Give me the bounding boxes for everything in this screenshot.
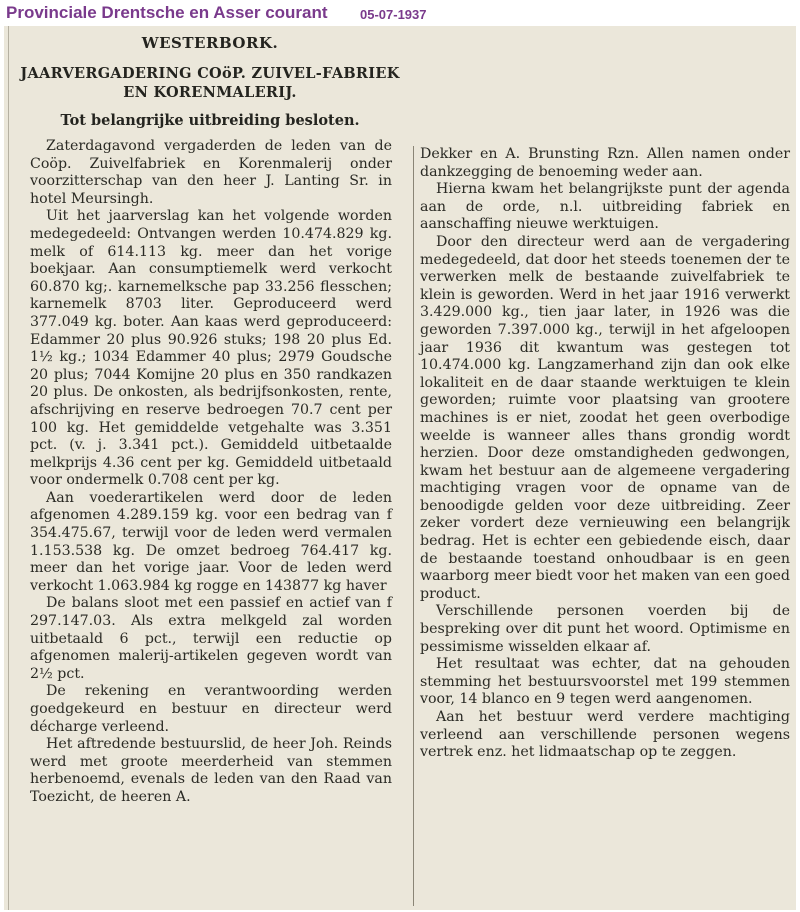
paragraph: Uit het jaarverslag kan het volgende worden medegedeeld: Ontvangen werden 10.474.829 kg. melk of 614.113 kg. meer dan het vorige boekjaar. Aan consumptiemelk werd verkocht 60.870 kg;. karnemelksche pap 33.256 flesschen; karnemelk 8703 liter. Geproduceerd werd 377.049 kg. boter. Aan kaas werd geproduceerd: Edammer 20 plus 90.926 stuks; 198 20 plus Ed. 1½ kg.; 1034 Edammer 40 plus; 2979 Goudsche 20 plus; 7044 Komijne 20 plus en 350 randkazen 20 plus. De onkosten, als bedrijfsonkosten, rente, afschrijving en reserve bedroegen 70.7 cent per 100 kg. Het gemiddelde vetgehalte was 3.351 pct. (v. j. 3.341 pct.). Gemiddeld uitbetaalde melkprijs 4.36 cent per kg. Gemiddeld uitbetaald voor ondermelk 0.708 cent per kg. <box>30 208 392 489</box>
paragraph: Aan voederartikelen werd door de leden afgenomen 4.289.159 kg. voor een bedrag van f 354.475.67, terwijl voor de leden werd vermalen 1.153.538 kg. De omzet bedroeg 764.417 kg. meer dan het vorige jaar. Voor de leden werd verkocht 1.063.984 kg rogge en 143877 kg haver <box>30 489 392 594</box>
article-column-right <box>420 146 790 762</box>
article-subheadline: Tot belangrijke uitbreiding besloten. <box>60 112 360 129</box>
newspaper-title: Provinciale Drentsche en Asser courant <box>6 3 328 22</box>
paragraph: De balans sloot met een passief en actief van f 297.147.03. Als extra melkgeld zal worden uitbetaald 6 pct., terwijl een reductie op afgenomen malerij-artikelen gegeven wordt van 2½ pct. <box>30 595 392 682</box>
paragraph: De rekening en verantwoording werden goedgekeurd en bestuur en directeur werd décharge verleend. <box>30 683 392 735</box>
paragraph: Zaterdagavond vergaderden de leden van de Coöp. Zuivelfabriek en Korenmalerij onder voorzitterschap van den heer J. Lanting Sr. in hotel Meursingh. <box>30 138 392 207</box>
article-headline: JAARVERGADERING COöP. ZUIVEL-FABRIEK EN KORENMALERIJ. <box>20 65 400 101</box>
paragraph: Dekker en A. Brunsting Rzn. Allen namen onder dankzegging de benoeming weder aan. <box>420 146 790 180</box>
paragraph: Aan het bestuur werd verdere machtiging verleend aan verschillende personen wegens vertrek enz. het lidmaatschap op te zeggen. <box>420 709 790 761</box>
paragraph: Hierna kwam het belangrijkste punt der agenda aan de orde, n.l. uitbreiding fabriek en aanschaffing nieuwe werktuigen. <box>420 181 790 233</box>
page-header <box>0 0 800 26</box>
paragraph: Het aftredende bestuurslid, de heer Joh. Reinds werd met groote meerderheid van stemmen herbenoemd, evenals de leden van den Raad van Toezicht, de heeren A. <box>30 736 392 805</box>
clipping-edge <box>8 26 9 910</box>
newspaper-clipping <box>4 26 796 910</box>
article-column-left <box>30 138 392 807</box>
paragraph: Het resultaat was echter, dat na gehouden stemming het bestuursvoorstel met 199 stemmen voor, 14 blanco en 9 tegen werd aangenomen. <box>420 656 790 708</box>
publication-date: 05-07-1937 <box>360 7 427 22</box>
column-divider <box>413 146 414 906</box>
article-location: WESTERBORK. <box>141 34 279 52</box>
paragraph: Verschillende personen voerden bij de bespreking over dit punt het woord. Optimisme en pessimisme wisselden elkaar af. <box>420 603 790 655</box>
paragraph: Door den directeur werd aan de vergadering medegedeeld, dat door het steeds toenemen der te verwerken melk de bestaande zuivelfabriek te klein is geworden. Werd in het jaar 1916 verwerkt 3.429.000 kg., tien jaar later, in 1926 was die geworden 7.397.000 kg., terwijl in het afgeloopen jaar 1936 dit kwantum was gestegen tot 10.474.000 kg. Langzamerhand zijn dan ook elke lokaliteit en de daar staande werktuigen te klein geworden; ruimte voor plaatsing van grootere machines is er niet, zoodat het geen overbodige weelde is wanneer alles thans grondig wordt herzien. Door deze omstandigheden gedwongen, kwam het bestuur aan de algemeene vergadering machtiging vragen voor de opname van de benoodigde gelden voor deze uitbreiding. Zeer zeker vordert deze vernieuwing een belangrijk bedrag. Het is echter een gebiedende eisch, daar de bestaande toestand onhoudbaar is en geen waarborg meer biedt voor het maken van een goed product. <box>420 233 790 602</box>
article-headings <box>14 34 406 129</box>
